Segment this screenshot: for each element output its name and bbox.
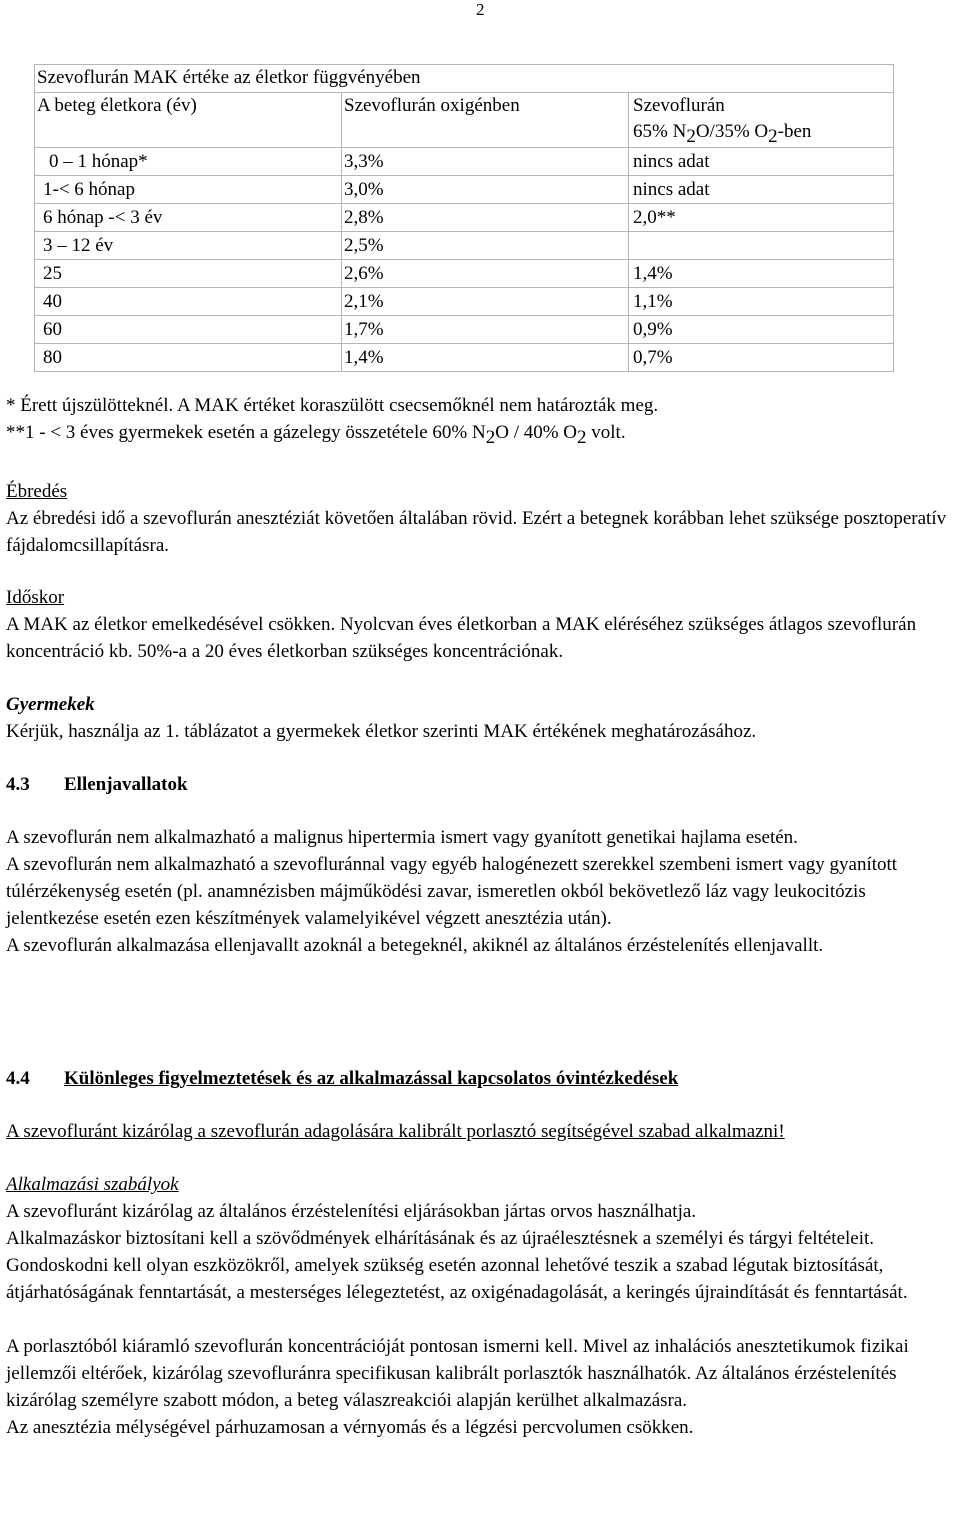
cell-oxygen: 3,0% <box>342 176 629 204</box>
gyermekek-section <box>6 691 958 745</box>
header-n2o-b: O/35% O <box>695 121 769 142</box>
footnote-2-a: **1 - < 3 éves gyermekek esetén a gázelegy összetétele 60% N <box>6 422 486 443</box>
header-n2o-sub2: 2 <box>768 126 778 147</box>
cell-age: 40 <box>35 288 342 316</box>
table-row <box>35 232 894 260</box>
section-44-title: Különleges figyelmeztetések és az alkalmazással kapcsolatos óvintézkedések <box>64 1068 679 1089</box>
cell-age: 0 – 1 hónap* <box>35 148 342 176</box>
section-44-heading <box>6 1065 958 1092</box>
mak-table <box>34 64 894 372</box>
cell-age: 3 – 12 év <box>35 232 342 260</box>
idoskor-section <box>6 584 958 665</box>
header-n2o-line2 <box>633 119 893 145</box>
footnote-2-sub2: 2 <box>577 427 587 448</box>
section-43-para1: A szevoflurán nem alkalmazható a malignus hipertermia ismert vagy gyanított genetikai hajlama esetén. <box>6 827 798 848</box>
section-43-number: 4.3 <box>6 774 30 795</box>
header-n2o-a: 65% N <box>633 121 687 142</box>
ebredes-section <box>6 478 958 559</box>
cell-oxygen: 2,5% <box>342 232 629 260</box>
header-n2o <box>629 93 894 148</box>
section-43-title: Ellenjavallatok <box>64 774 188 795</box>
footnote-2-b: O / 40% O <box>495 422 578 443</box>
section-44-warning: A szevofluránt kizárólag a szevoflurán adagolására kalibrált porlasztó segítségével szabad alkalmazni! <box>6 1121 785 1142</box>
header-age: A beteg életkora (év) <box>35 93 342 148</box>
table-row <box>35 148 894 176</box>
table-caption-row <box>35 65 894 93</box>
cell-age: 60 <box>35 316 342 344</box>
cell-oxygen: 2,6% <box>342 260 629 288</box>
cell-n2o: 0,7% <box>629 344 894 372</box>
cell-n2o: nincs adat <box>629 176 894 204</box>
idoskor-text: A MAK az életkor emelkedésével csökken. Nyolcvan éves életkorban a MAK eléréséhez szükséges átlagos szevoflurán koncentráció kb. 50%-a a 20 éves életkorban szükséges koncentrációnak. <box>6 614 917 662</box>
cell-n2o <box>629 232 894 260</box>
section-43 <box>6 771 958 959</box>
section-44-para5: Az anesztézia mélységével párhuzamosan a vérnyomás és a légzési percvolumen csökken. <box>6 1417 694 1438</box>
cell-oxygen: 1,4% <box>342 344 629 372</box>
section-44-number: 4.4 <box>6 1068 30 1089</box>
cell-n2o: 1,1% <box>629 288 894 316</box>
section-43-para3: A szevoflurán alkalmazása ellenjavallt azoknál a betegeknél, akiknél az általános érzéstelenítés ellenjavallt. <box>6 935 824 956</box>
section-44-para3: Gondoskodni kell olyan eszközökről, amelyek szükség esetén azonnal lehetővé teszik a szabad légutak biztosítását, átjárhatóságának fenntartását, a mesterséges lélegeztetést, az oxigénadagolását, a keringés újraindítását és fenntartását. <box>6 1255 908 1303</box>
cell-age: 25 <box>35 260 342 288</box>
table-row <box>35 316 894 344</box>
header-oxygen: Szevoflurán oxigénben <box>342 93 629 148</box>
table-row <box>35 260 894 288</box>
table-row <box>35 288 894 316</box>
cell-n2o: nincs adat <box>629 148 894 176</box>
footnote-1: * Érett újszülötteknél. A MAK értéket koraszülött csecsemőknél nem határozták meg. <box>6 395 659 416</box>
footnote-2 <box>6 419 958 446</box>
ebredes-heading: Ébredés <box>6 481 68 502</box>
gyermekek-text: Kérjük, használja az 1. táblázatot a gyermekek életkor szerinti MAK értékének meghatározásához. <box>6 721 757 742</box>
section-44-subheading: Alkalmazási szabályok <box>6 1174 179 1195</box>
section-44-para4: A porlasztóból kiáramló szevoflurán koncentrációját pontosan ismerni kell. Mivel az inhalációs anesztetikumok fizikai jellemzői eltérőek, kizárólag szevofluránra specifikusan kalibrált porlasztók használhatók. Az általános érzéstelenítés kizárólag személyre szabott módon, a beteg válaszreakciói alapján kerülhet alkalmazásra. <box>6 1336 909 1411</box>
ebredes-text: Az ébredési idő a szevoflurán anesztéziát követően általában rövid. Ezért a betegnek korábban lehet szüksége posztoperatív fájdalomcsillapításra. <box>6 508 947 556</box>
table-row <box>35 204 894 232</box>
section-43-para2: A szevoflurán nem alkalmazható a szevofluránnal vagy egyéb halogénezett szerekkel szembeni ismert vagy gyanított túlérzékenység esetén (pl. anamnézisben májműködési zavar, ismeretlen okból bekövetlező láz vagy leukocitózis jelentkezése esetén ezen készítmények valamelyikével végzett anesztézia után). <box>6 854 898 929</box>
footnotes <box>6 392 958 446</box>
table-row <box>35 344 894 372</box>
cell-age: 6 hónap -< 3 év <box>35 204 342 232</box>
cell-oxygen: 3,3% <box>342 148 629 176</box>
table-header-row <box>35 93 894 148</box>
page-number: 2 <box>476 0 485 19</box>
cell-n2o: 2,0** <box>629 204 894 232</box>
header-n2o-line1: Szevoflurán <box>633 95 725 116</box>
section-44-para1: A szevofluránt kizárólag az általános érzéstelenítési eljárásokban jártas orvos használhatja. <box>6 1201 697 1222</box>
cell-oxygen: 2,8% <box>342 204 629 232</box>
section-44 <box>6 1065 958 1441</box>
cell-age: 1-< 6 hónap <box>35 176 342 204</box>
cell-oxygen: 2,1% <box>342 288 629 316</box>
header-n2o-sub1: 2 <box>686 126 696 147</box>
idoskor-heading: Időskor <box>6 587 65 608</box>
footnote-2-c: volt. <box>586 422 626 443</box>
header-n2o-c: -ben <box>777 121 812 142</box>
cell-oxygen: 1,7% <box>342 316 629 344</box>
table-caption: Szevoflurán MAK értéke az életkor függvényében <box>35 65 894 93</box>
gyermekek-heading: Gyermekek <box>6 694 95 715</box>
cell-n2o: 0,9% <box>629 316 894 344</box>
section-43-heading <box>6 771 958 798</box>
table-row <box>35 176 894 204</box>
section-44-para2: Alkalmazáskor biztosítani kell a szövődmények elhárításának és az újraélesztésnek a személyi és tárgyi feltételeit. <box>6 1228 875 1249</box>
cell-age: 80 <box>35 344 342 372</box>
cell-n2o: 1,4% <box>629 260 894 288</box>
footnote-2-sub1: 2 <box>485 427 496 448</box>
